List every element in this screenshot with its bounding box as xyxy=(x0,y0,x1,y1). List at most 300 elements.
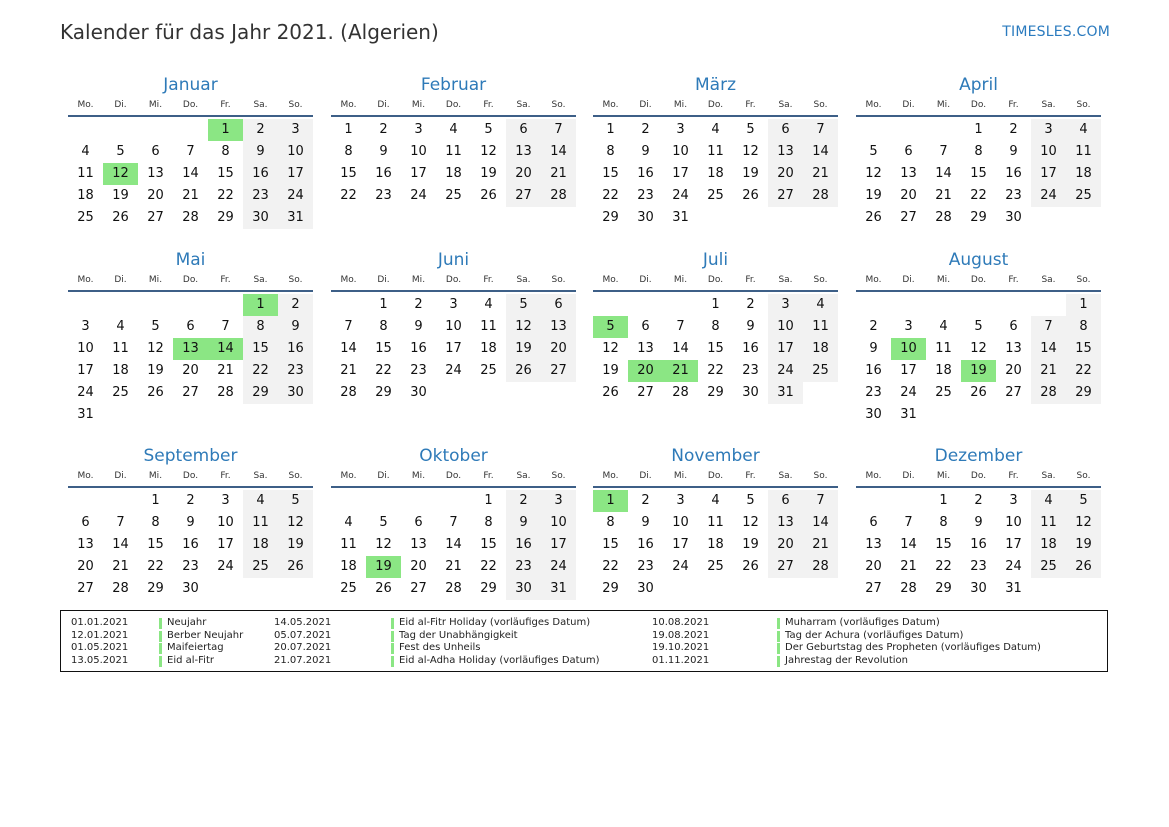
day-cell: 17 xyxy=(217,537,234,552)
day-cell: 4 xyxy=(81,144,90,159)
day-cell: 22 xyxy=(243,360,278,382)
day-cell: 10 xyxy=(445,319,462,334)
day-cell: 5 xyxy=(746,122,755,137)
month-oktober xyxy=(331,446,576,600)
day-cell: 3 xyxy=(1031,119,1066,141)
day-cell: 10 xyxy=(1031,141,1066,163)
weekday-header xyxy=(593,95,838,117)
weekday-label: Sa. xyxy=(253,100,268,110)
day-cell: 15 xyxy=(602,166,619,181)
day-cell: 25 xyxy=(1031,556,1066,578)
weekday-label: Sa. xyxy=(253,275,268,285)
weekday-label: Di. xyxy=(902,471,915,481)
day-cell: 18 xyxy=(243,534,278,556)
weekday-label: Mo. xyxy=(340,275,357,285)
weekday-label: Mo. xyxy=(77,471,94,481)
weekday-label: Di. xyxy=(114,100,127,110)
day-cell: 1 xyxy=(974,122,983,137)
month-name: Oktober xyxy=(419,446,488,466)
day-cell: 3 xyxy=(768,294,803,316)
day-cell: 17 xyxy=(1031,163,1066,185)
day-cell: 20 xyxy=(410,559,427,574)
day-cell: 12 xyxy=(865,166,882,181)
weekday-header xyxy=(856,95,1101,117)
legend-item xyxy=(652,655,1041,668)
day-cell: 27 xyxy=(865,581,882,596)
holiday-color-marker xyxy=(391,631,394,642)
day-cell: 14 xyxy=(1031,338,1066,360)
weekday-label: Do. xyxy=(445,275,462,285)
day-empty xyxy=(103,294,138,316)
day-cell: 2 xyxy=(186,493,195,508)
weekday-label: So. xyxy=(813,275,828,285)
legend-holiday-name: Tag der Achura (vorläufiges Datum) xyxy=(785,629,964,641)
weekday-label: Di. xyxy=(639,275,652,285)
weekday-label: Mo. xyxy=(602,275,619,285)
day-cell: 9 xyxy=(746,319,755,334)
day-cell: 31 xyxy=(672,210,689,225)
day-cell: 12 xyxy=(602,341,619,356)
day-cell: 24 xyxy=(1031,185,1066,207)
weekday-label: Do. xyxy=(970,471,987,481)
legend-item xyxy=(71,655,243,668)
weekday-label: So. xyxy=(288,100,303,110)
weekday-label: Sa. xyxy=(1041,100,1056,110)
day-cell: 23 xyxy=(182,559,199,574)
weekday-label: So. xyxy=(813,100,828,110)
day-cell: 13 xyxy=(768,141,803,163)
day-cell: 28 xyxy=(541,185,576,207)
day-cell: 9 xyxy=(974,515,983,530)
day-cell: 9 xyxy=(243,141,278,163)
weekday-label: So. xyxy=(288,471,303,481)
day-cell: 28 xyxy=(217,385,234,400)
day-cell: 2 xyxy=(243,119,278,141)
day-cell: 2 xyxy=(746,297,755,312)
day-cell: 29 xyxy=(217,210,234,225)
day-cell: 15 xyxy=(147,537,164,552)
day-empty xyxy=(856,119,891,141)
day-grid xyxy=(593,488,838,600)
day-cell: 15 xyxy=(970,166,987,181)
weekday-label: Mi. xyxy=(411,100,426,110)
day-cell: 16 xyxy=(243,163,278,185)
day-cell: 4 xyxy=(344,515,353,530)
day-cell: 19 xyxy=(278,534,313,556)
day-cell: 18 xyxy=(935,363,952,378)
day-cell: 24 xyxy=(445,363,462,378)
day-cell: 28 xyxy=(445,581,462,596)
legend-holiday-name: Eid al-Adha Holiday (vorläufiges Datum) xyxy=(399,654,600,666)
day-cell: 13 xyxy=(410,537,427,552)
weekday-label: Mo. xyxy=(602,100,619,110)
day-cell: 4 xyxy=(711,493,720,508)
day-cell: 26 xyxy=(480,188,497,203)
day-grid xyxy=(68,488,313,600)
day-grid xyxy=(68,292,313,426)
weekday-label: Mo. xyxy=(602,471,619,481)
day-cell: 27 xyxy=(506,185,541,207)
day-cell: 22 xyxy=(602,188,619,203)
day-cell: 16 xyxy=(970,537,987,552)
legend-holiday-name: Maifeiertag xyxy=(167,642,224,653)
day-cell: 5 xyxy=(506,294,541,316)
day-empty xyxy=(68,119,103,141)
weekday-label: Sa. xyxy=(778,100,793,110)
month-dezember xyxy=(856,446,1101,600)
weekday-label: Fr. xyxy=(745,100,756,110)
day-cell: 29 xyxy=(602,210,619,225)
day-cell: 21 xyxy=(340,363,357,378)
day-cell: 26 xyxy=(742,559,759,574)
day-cell: 8 xyxy=(243,316,278,338)
day-cell: 17 xyxy=(541,534,576,556)
day-cell: 16 xyxy=(410,341,427,356)
day-cell: 11 xyxy=(1066,141,1101,163)
day-cell: 9 xyxy=(1009,144,1018,159)
day-cell: 13 xyxy=(768,512,803,534)
day-cell: 25 xyxy=(707,188,724,203)
weekday-label: Fr. xyxy=(483,100,494,110)
day-cell: 3 xyxy=(449,297,458,312)
day-cell: 10 xyxy=(672,515,689,530)
day-cell: 11 xyxy=(803,316,838,338)
month-märz xyxy=(593,75,838,229)
weekday-label: Sa. xyxy=(778,275,793,285)
day-cell: 1 xyxy=(379,297,388,312)
weekday-label: Mo. xyxy=(340,471,357,481)
day-cell: 30 xyxy=(506,578,541,600)
day-cell: 7 xyxy=(803,490,838,512)
weekday-label: Fr. xyxy=(1008,100,1019,110)
weekday-label: Fr. xyxy=(483,471,494,481)
day-cell: 10 xyxy=(541,512,576,534)
day-cell: 2 xyxy=(974,493,983,508)
day-cell: 5 xyxy=(974,319,983,334)
legend-item xyxy=(652,617,1041,630)
day-cell: 8 xyxy=(974,144,983,159)
day-cell: 31 xyxy=(77,407,94,422)
day-cell: 8 xyxy=(606,515,615,530)
day-cell: 6 xyxy=(186,319,195,334)
weekday-label: Do. xyxy=(707,275,724,285)
day-cell: 19 xyxy=(112,188,129,203)
holiday-day-cell: 12 xyxy=(103,163,138,185)
day-cell: 26 xyxy=(375,581,392,596)
weekday-label: Di. xyxy=(639,471,652,481)
day-cell: 3 xyxy=(904,319,913,334)
day-cell: 17 xyxy=(768,338,803,360)
day-cell: 14 xyxy=(112,537,129,552)
day-cell: 22 xyxy=(375,363,392,378)
weekday-label: Sa. xyxy=(253,471,268,481)
weekday-label: Mi. xyxy=(936,100,951,110)
day-cell: 29 xyxy=(970,210,987,225)
day-empty xyxy=(961,294,996,316)
month-november xyxy=(593,446,838,600)
day-cell: 18 xyxy=(445,166,462,181)
legend-date: 21.07.2021 xyxy=(274,654,332,666)
legend-holiday-name: Berber Neujahr xyxy=(167,629,244,641)
day-cell: 30 xyxy=(637,581,654,596)
weekday-label: Di. xyxy=(902,100,915,110)
holiday-color-marker xyxy=(777,631,780,642)
weekday-label: Di. xyxy=(639,100,652,110)
month-juli xyxy=(593,250,838,404)
day-cell: 17 xyxy=(672,537,689,552)
day-cell: 6 xyxy=(1009,319,1018,334)
day-cell: 1 xyxy=(484,493,493,508)
month-name: November xyxy=(671,446,760,466)
day-cell: 16 xyxy=(1005,166,1022,181)
day-cell: 2 xyxy=(379,122,388,137)
holiday-color-marker xyxy=(777,643,780,654)
day-cell: 15 xyxy=(935,537,952,552)
weekday-label: Mi. xyxy=(936,471,951,481)
day-cell: 9 xyxy=(641,144,650,159)
weekday-label: Fr. xyxy=(220,275,231,285)
weekday-label: Di. xyxy=(902,275,915,285)
day-cell: 25 xyxy=(340,581,357,596)
day-empty xyxy=(103,119,138,141)
weekday-header xyxy=(68,466,313,488)
day-cell: 16 xyxy=(506,534,541,556)
weekday-label: Sa. xyxy=(516,471,531,481)
day-cell: 11 xyxy=(243,512,278,534)
weekday-label: Sa. xyxy=(778,471,793,481)
day-cell: 4 xyxy=(711,122,720,137)
day-cell: 29 xyxy=(602,581,619,596)
weekday-label: So. xyxy=(813,471,828,481)
legend-item xyxy=(71,642,243,655)
day-cell: 23 xyxy=(637,559,654,574)
day-cell: 19 xyxy=(865,188,882,203)
day-cell: 24 xyxy=(900,385,917,400)
day-cell: 27 xyxy=(147,210,164,225)
day-cell: 14 xyxy=(900,537,917,552)
page-title: Kalender für das Jahr 2021. (Algerien) xyxy=(60,20,439,44)
month-name: Januar xyxy=(163,75,218,95)
day-cell: 5 xyxy=(151,319,160,334)
day-cell: 1 xyxy=(344,122,353,137)
weekday-label: So. xyxy=(1076,100,1091,110)
day-cell: 6 xyxy=(151,144,160,159)
day-cell: 20 xyxy=(506,163,541,185)
weekday-label: Mi. xyxy=(673,275,688,285)
day-cell: 24 xyxy=(278,185,313,207)
day-cell: 13 xyxy=(541,316,576,338)
day-cell: 8 xyxy=(939,515,948,530)
day-cell: 23 xyxy=(865,385,882,400)
weekday-header xyxy=(856,466,1101,488)
day-cell: 7 xyxy=(344,319,353,334)
day-cell: 21 xyxy=(445,559,462,574)
legend-date: 19.10.2021 xyxy=(652,642,710,653)
weekday-header xyxy=(593,270,838,292)
legend-date: 10.08.2021 xyxy=(652,617,710,628)
day-cell: 12 xyxy=(1066,512,1101,534)
month-name: August xyxy=(948,250,1009,270)
day-cell: 13 xyxy=(147,166,164,181)
holiday-color-marker xyxy=(159,656,162,667)
day-cell: 5 xyxy=(746,493,755,508)
weekday-label: Sa. xyxy=(516,275,531,285)
day-cell: 3 xyxy=(278,119,313,141)
day-cell: 31 xyxy=(278,207,313,229)
weekday-label: Mo. xyxy=(865,471,882,481)
holiday-day-cell: 19 xyxy=(366,556,401,578)
day-cell: 10 xyxy=(77,341,94,356)
day-cell: 2 xyxy=(278,294,313,316)
day-cell: 28 xyxy=(672,385,689,400)
day-cell: 31 xyxy=(768,382,803,404)
day-cell: 11 xyxy=(480,319,497,334)
day-cell: 17 xyxy=(77,363,94,378)
day-cell: 12 xyxy=(970,341,987,356)
legend-item xyxy=(71,617,243,630)
day-cell: 10 xyxy=(672,144,689,159)
day-cell: 12 xyxy=(480,144,497,159)
weekday-label: Mi. xyxy=(411,275,426,285)
month-januar xyxy=(68,75,313,229)
day-cell: 27 xyxy=(1005,385,1022,400)
day-cell: 11 xyxy=(445,144,462,159)
day-cell: 29 xyxy=(243,382,278,404)
day-cell: 6 xyxy=(81,515,90,530)
holiday-day-cell: 21 xyxy=(663,360,698,382)
day-cell: 29 xyxy=(935,581,952,596)
day-cell: 2 xyxy=(869,319,878,334)
day-empty xyxy=(1031,294,1066,316)
day-cell: 3 xyxy=(221,493,230,508)
day-cell: 22 xyxy=(935,559,952,574)
day-empty xyxy=(891,490,926,512)
weekday-label: Fr. xyxy=(220,100,231,110)
day-cell: 13 xyxy=(506,141,541,163)
day-cell: 20 xyxy=(147,188,164,203)
day-cell: 15 xyxy=(217,166,234,181)
day-cell: 19 xyxy=(147,363,164,378)
month-name: Februar xyxy=(420,75,487,95)
weekday-label: Di. xyxy=(377,275,390,285)
day-cell: 7 xyxy=(541,119,576,141)
weekday-label: Mo. xyxy=(77,275,94,285)
day-cell: 12 xyxy=(506,316,541,338)
weekday-label: So. xyxy=(551,100,566,110)
day-cell: 6 xyxy=(768,490,803,512)
weekday-label: Do. xyxy=(445,100,462,110)
weekday-label: Do. xyxy=(970,275,987,285)
day-cell: 27 xyxy=(182,385,199,400)
weekday-label: Mi. xyxy=(936,275,951,285)
day-cell: 15 xyxy=(707,341,724,356)
day-cell: 14 xyxy=(541,141,576,163)
brand-link[interactable]: TIMESLES.COM xyxy=(1002,24,1110,40)
day-cell: 27 xyxy=(410,581,427,596)
day-cell: 22 xyxy=(970,188,987,203)
weekday-label: Fr. xyxy=(220,471,231,481)
holiday-day-cell: 5 xyxy=(593,316,628,338)
day-cell: 12 xyxy=(742,515,759,530)
holiday-day-cell: 14 xyxy=(208,338,243,360)
day-cell: 23 xyxy=(742,363,759,378)
weekday-label: Mi. xyxy=(673,471,688,481)
day-cell: 1 xyxy=(1066,294,1101,316)
weekday-label: Fr. xyxy=(1008,471,1019,481)
day-cell: 2 xyxy=(506,490,541,512)
legend-column xyxy=(274,617,600,667)
holiday-day-cell: 10 xyxy=(891,338,926,360)
legend-column xyxy=(652,617,1041,667)
weekday-label: Do. xyxy=(707,100,724,110)
day-cell: 30 xyxy=(637,210,654,225)
day-cell: 12 xyxy=(278,512,313,534)
day-cell: 15 xyxy=(375,341,392,356)
day-cell: 6 xyxy=(506,119,541,141)
day-cell: 7 xyxy=(221,319,230,334)
day-cell: 12 xyxy=(742,144,759,159)
day-cell: 16 xyxy=(182,537,199,552)
weekday-label: So. xyxy=(288,275,303,285)
weekday-label: Sa. xyxy=(516,100,531,110)
weekday-label: So. xyxy=(551,471,566,481)
legend-holiday-name: Der Geburtstag des Propheten (vorläufiges Datum) xyxy=(785,642,1041,653)
day-empty xyxy=(436,490,471,512)
weekday-label: Mo. xyxy=(865,100,882,110)
day-empty xyxy=(628,294,663,316)
day-empty xyxy=(331,490,366,512)
day-cell: 8 xyxy=(344,144,353,159)
day-cell: 24 xyxy=(410,188,427,203)
day-cell: 4 xyxy=(939,319,948,334)
day-cell: 2 xyxy=(641,493,650,508)
holiday-day-cell: 1 xyxy=(243,294,278,316)
day-empty xyxy=(331,294,366,316)
day-cell: 3 xyxy=(676,493,685,508)
day-cell: 5 xyxy=(379,515,388,530)
day-cell: 25 xyxy=(803,360,838,382)
day-cell: 13 xyxy=(865,537,882,552)
day-grid xyxy=(331,292,576,404)
day-cell: 28 xyxy=(803,556,838,578)
day-cell: 6 xyxy=(869,515,878,530)
day-cell: 16 xyxy=(375,166,392,181)
legend-item xyxy=(274,642,600,655)
day-cell: 1 xyxy=(151,493,160,508)
day-cell: 28 xyxy=(340,385,357,400)
day-empty xyxy=(138,294,173,316)
day-cell: 18 xyxy=(480,341,497,356)
day-cell: 5 xyxy=(278,490,313,512)
day-cell: 15 xyxy=(602,537,619,552)
day-grid xyxy=(68,117,313,229)
day-cell: 6 xyxy=(768,119,803,141)
day-cell: 12 xyxy=(375,537,392,552)
weekday-label: Mo. xyxy=(340,100,357,110)
day-cell: 3 xyxy=(81,319,90,334)
day-cell: 4 xyxy=(1031,490,1066,512)
weekday-header xyxy=(331,466,576,488)
day-cell: 26 xyxy=(506,360,541,382)
day-cell: 14 xyxy=(340,341,357,356)
day-grid xyxy=(856,292,1101,426)
day-cell: 31 xyxy=(541,578,576,600)
day-cell: 16 xyxy=(742,341,759,356)
day-cell: 15 xyxy=(1066,338,1101,360)
month-juni xyxy=(331,250,576,404)
legend-item xyxy=(71,630,243,643)
day-cell: 29 xyxy=(1066,382,1101,404)
